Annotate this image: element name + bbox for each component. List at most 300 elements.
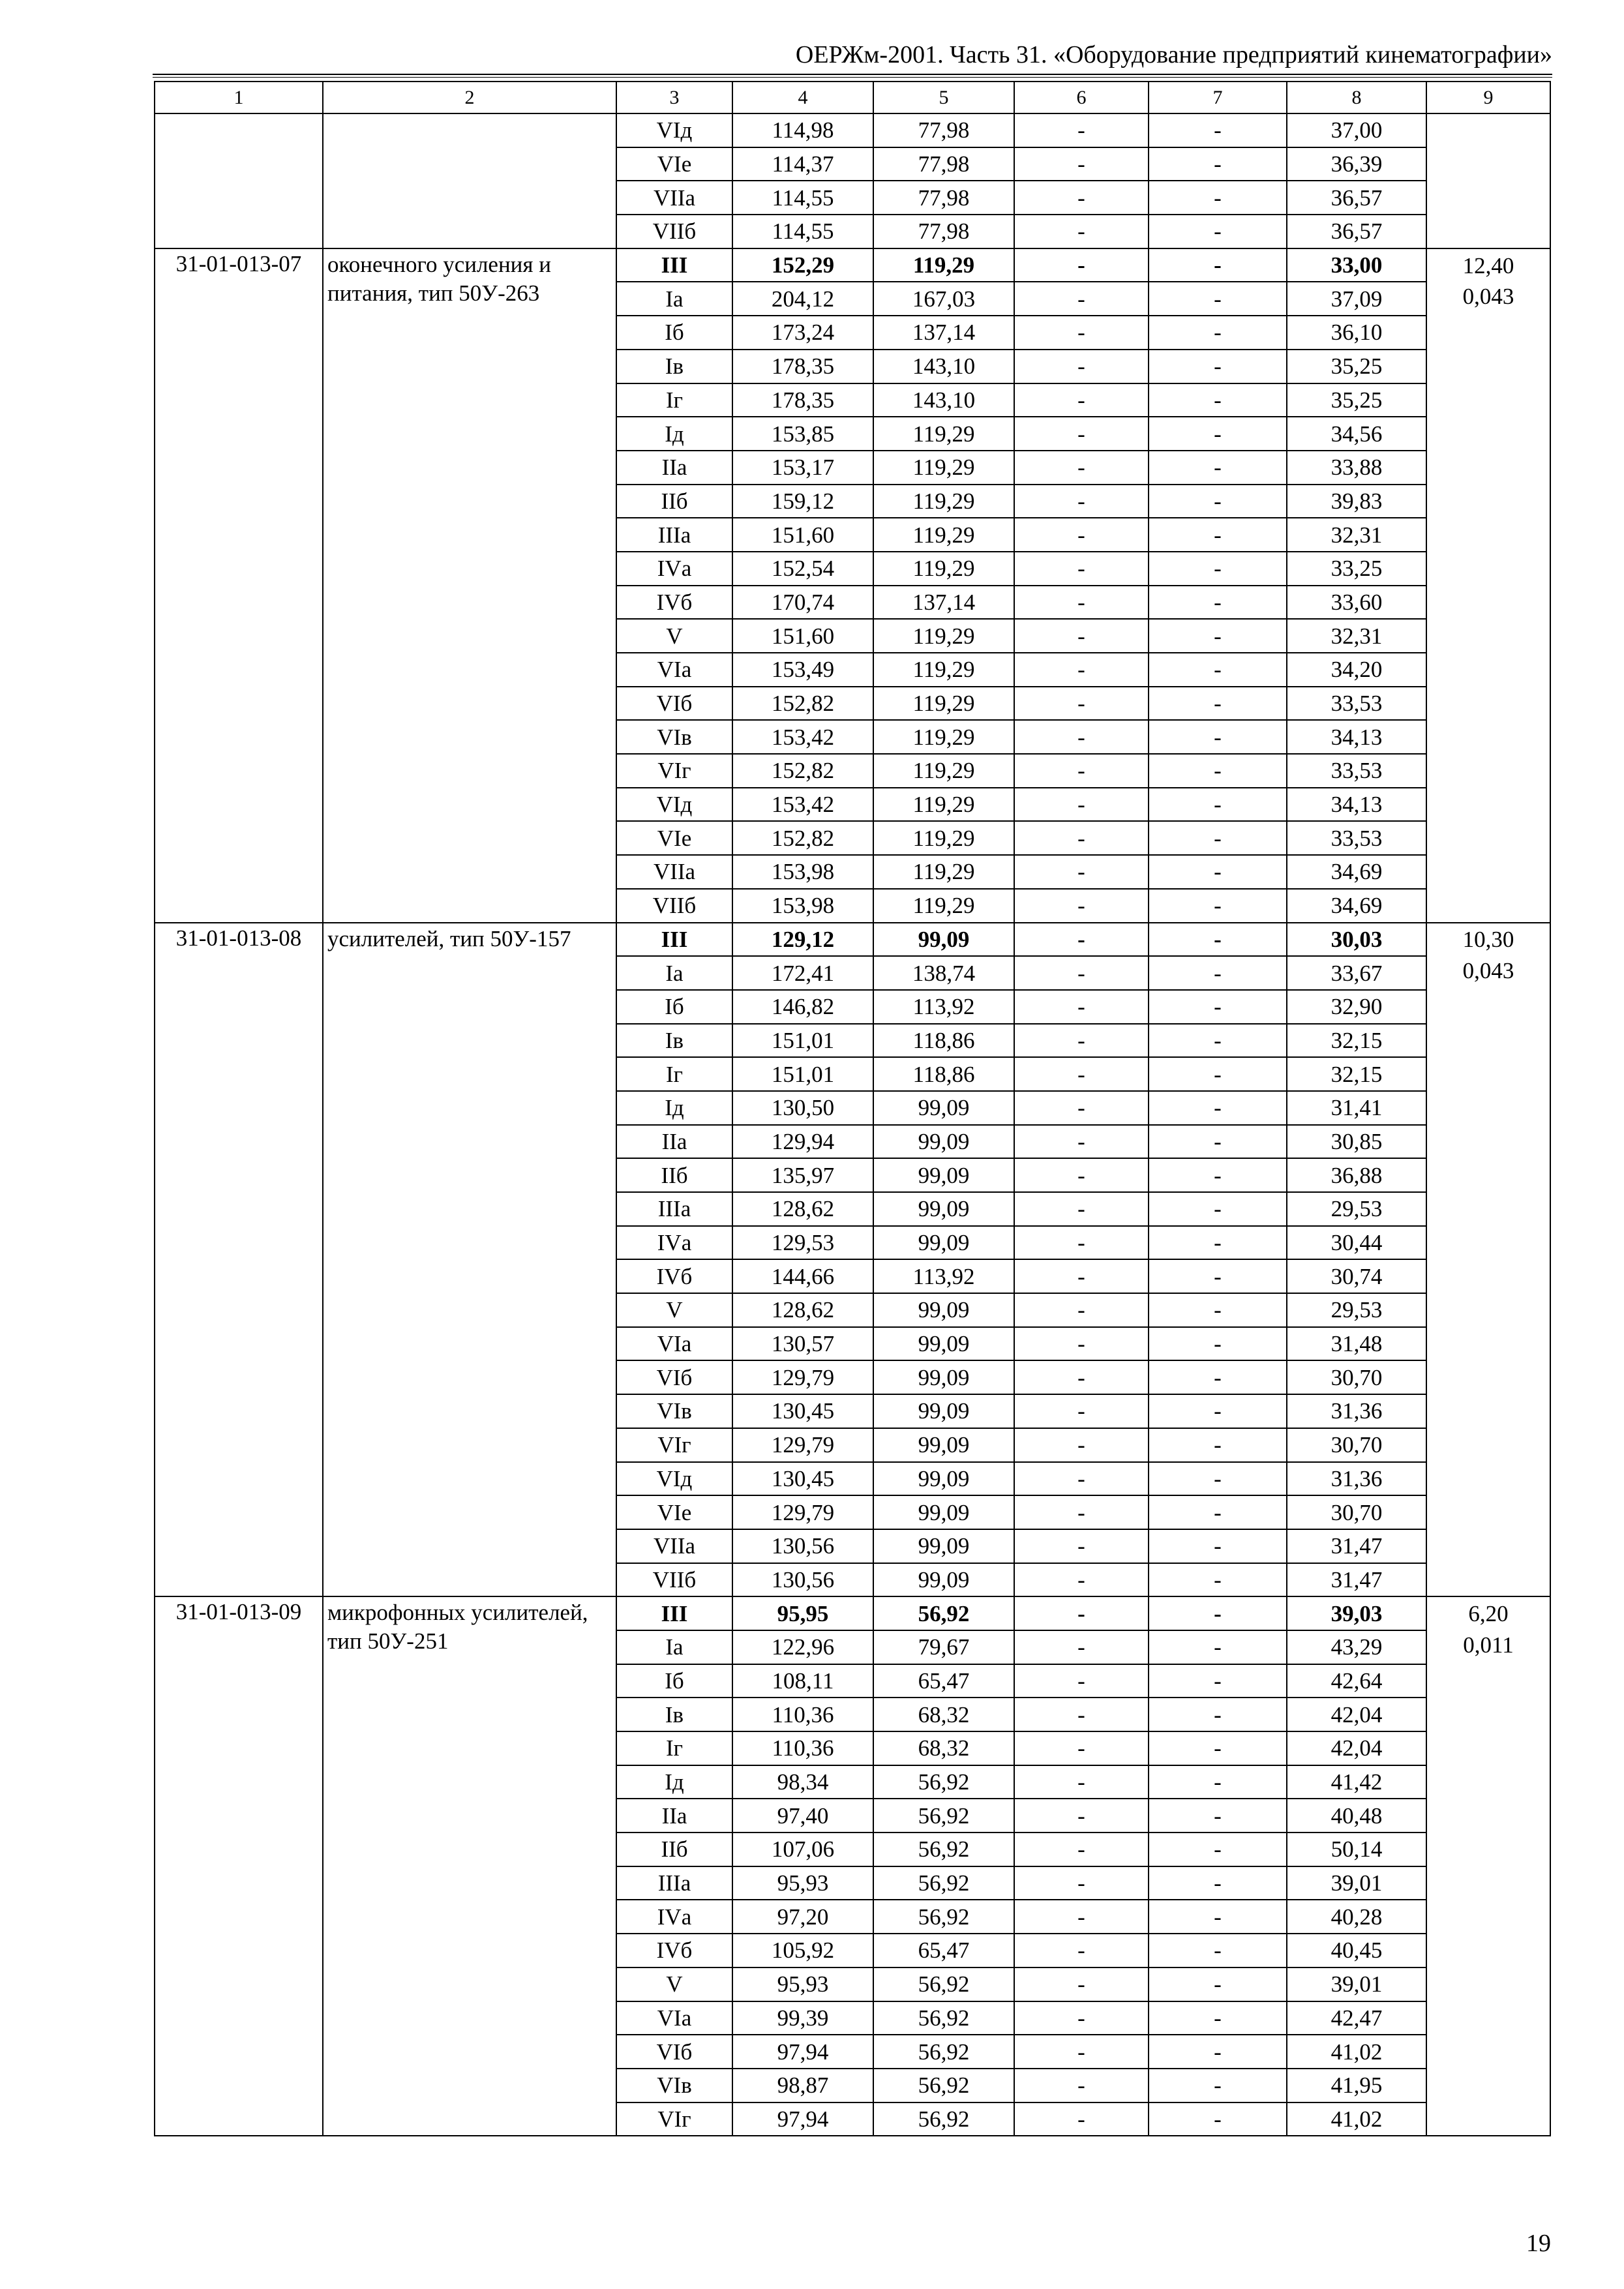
direct-costs-cell: 97,94 (732, 2035, 873, 2069)
direct-costs-cell: 172,41 (732, 956, 873, 990)
materials-cell: 31,36 (1287, 1462, 1426, 1496)
direct-costs-cell: 97,94 (732, 2102, 873, 2136)
machine-costs-cell: - (1014, 1529, 1149, 1563)
price-category-cell: Iг (616, 383, 732, 417)
machine-costs-cell: - (1014, 1833, 1149, 1866)
materials-cell: 32,90 (1287, 990, 1426, 1024)
machine-wages-cell: - (1149, 215, 1287, 248)
price-category-cell: VIв (616, 1394, 732, 1428)
machine-wages-cell: - (1149, 1630, 1287, 1664)
price-category-cell: Iв (616, 350, 732, 383)
materials-cell: 31,36 (1287, 1394, 1426, 1428)
price-category-cell: Iв (616, 1024, 732, 1058)
direct-costs-cell: 114,37 (732, 147, 873, 181)
materials-cell: 40,28 (1287, 1900, 1426, 1934)
direct-costs-cell: 99,39 (732, 2001, 873, 2035)
wages-cell: 119,29 (873, 451, 1014, 485)
direct-costs-cell: 108,11 (732, 1664, 873, 1698)
price-category-cell: Iа (616, 956, 732, 990)
price-category-cell: VIг (616, 1428, 732, 1462)
machine-wages-cell: - (1149, 147, 1287, 181)
machine-wages-cell: - (1149, 417, 1287, 451)
materials-cell: 34,69 (1287, 855, 1426, 889)
machine-wages-cell: - (1149, 1529, 1287, 1563)
wages-cell: 99,09 (873, 1428, 1014, 1462)
materials-cell: 36,57 (1287, 215, 1426, 248)
machine-costs-cell: - (1014, 1630, 1149, 1664)
machine-costs-cell: - (1014, 1664, 1149, 1698)
wages-cell: 119,29 (873, 417, 1014, 451)
price-category-cell: VIе (616, 147, 732, 181)
materials-cell: 32,15 (1287, 1024, 1426, 1058)
direct-costs-cell: 153,17 (732, 451, 873, 485)
materials-cell: 33,88 (1287, 451, 1426, 485)
wages-cell: 77,98 (873, 113, 1014, 147)
direct-costs-cell: 107,06 (732, 1833, 873, 1866)
wages-cell: 56,92 (873, 2069, 1014, 2102)
direct-costs-cell: 146,82 (732, 990, 873, 1024)
materials-cell: 33,53 (1287, 754, 1426, 788)
wages-cell: 56,92 (873, 1596, 1014, 1630)
machine-costs-cell: - (1014, 2001, 1149, 2035)
labor-cost-machinist-cell: 0,043 (1426, 282, 1550, 922)
direct-costs-cell: 204,12 (732, 282, 873, 316)
materials-cell: 42,64 (1287, 1664, 1426, 1698)
direct-costs-cell: 130,45 (732, 1394, 873, 1428)
direct-costs-cell: 95,95 (732, 1596, 873, 1630)
machine-costs-cell: - (1014, 754, 1149, 788)
wages-cell: 119,29 (873, 552, 1014, 586)
machine-wages-cell: - (1149, 1293, 1287, 1327)
price-category-cell: Iд (616, 1765, 732, 1799)
name-cell: усилителей, тип 50У-157 (323, 923, 616, 1597)
price-category-cell: IVа (616, 1900, 732, 1934)
wages-cell: 119,29 (873, 518, 1014, 552)
materials-cell: 30,74 (1287, 1259, 1426, 1293)
wages-cell: 119,29 (873, 821, 1014, 855)
wages-cell: 119,29 (873, 855, 1014, 889)
table-row (155, 113, 1550, 147)
materials-cell: 34,56 (1287, 417, 1426, 451)
direct-costs-cell: 135,97 (732, 1158, 873, 1192)
materials-cell: 33,25 (1287, 552, 1426, 586)
page-number: 19 (1526, 2230, 1551, 2257)
materials-cell: 42,04 (1287, 1698, 1426, 1731)
price-category-cell: VIа (616, 1327, 732, 1361)
materials-cell: 31,48 (1287, 1327, 1426, 1361)
labor-cost-machinist-cell: 0,043 (1426, 956, 1550, 1596)
direct-costs-cell: 153,85 (732, 417, 873, 451)
price-category-cell: Iб (616, 990, 732, 1024)
materials-cell: 39,01 (1287, 1866, 1426, 1900)
direct-costs-cell: 152,82 (732, 821, 873, 855)
col9-cell (1426, 113, 1550, 248)
column-number: 1 (155, 82, 323, 113)
direct-costs-cell: 110,36 (732, 1731, 873, 1765)
price-category-cell: IIа (616, 1125, 732, 1159)
machine-wages-cell: - (1149, 1495, 1287, 1529)
wages-cell: 137,14 (873, 586, 1014, 620)
materials-cell: 32,31 (1287, 518, 1426, 552)
wages-cell: 99,09 (873, 1226, 1014, 1260)
machine-wages-cell: - (1149, 1900, 1287, 1934)
machine-wages-cell: - (1149, 1057, 1287, 1091)
column-number: 6 (1014, 82, 1149, 113)
labor-cost-cell: 6,20 (1426, 1596, 1550, 1630)
materials-cell: 34,13 (1287, 720, 1426, 754)
machine-wages-cell: - (1149, 181, 1287, 215)
machine-costs-cell: - (1014, 923, 1149, 957)
machine-costs-cell: - (1014, 1293, 1149, 1327)
wages-cell: 99,09 (873, 1192, 1014, 1226)
name-cell: микрофонных усилителей, тип 50У-251 (323, 1596, 616, 2136)
machine-wages-cell: - (1149, 518, 1287, 552)
price-category-cell: IIIа (616, 518, 732, 552)
labor-cost-machinist-cell: 0,011 (1426, 1630, 1550, 2136)
materials-cell: 39,83 (1287, 485, 1426, 518)
direct-costs-cell: 97,40 (732, 1799, 873, 1833)
wages-cell: 138,74 (873, 956, 1014, 990)
price-category-cell: VIа (616, 2001, 732, 2035)
machine-wages-cell: - (1149, 552, 1287, 586)
machine-costs-cell: - (1014, 1226, 1149, 1260)
machine-wages-cell: - (1149, 1731, 1287, 1765)
labor-cost-cell: 10,30 (1426, 923, 1550, 957)
materials-cell: 42,47 (1287, 2001, 1426, 2035)
price-category-cell: IVб (616, 1259, 732, 1293)
wages-cell: 99,09 (873, 1529, 1014, 1563)
direct-costs-cell: 151,01 (732, 1024, 873, 1058)
column-number: 9 (1426, 82, 1550, 113)
machine-costs-cell: - (1014, 1394, 1149, 1428)
direct-costs-cell: 170,74 (732, 586, 873, 620)
column-number: 7 (1149, 82, 1287, 113)
machine-costs-cell: - (1014, 1967, 1149, 2001)
materials-cell: 40,45 (1287, 1934, 1426, 1967)
wages-cell: 113,92 (873, 1259, 1014, 1293)
direct-costs-cell: 129,94 (732, 1125, 873, 1159)
direct-costs-cell: 130,45 (732, 1462, 873, 1496)
price-category-cell: Iа (616, 1630, 732, 1664)
materials-cell: 37,00 (1287, 113, 1426, 147)
materials-cell: 41,42 (1287, 1765, 1426, 1799)
machine-costs-cell: - (1014, 350, 1149, 383)
wages-cell: 119,29 (873, 619, 1014, 653)
price-category-cell: Iа (616, 282, 732, 316)
machine-costs-cell: - (1014, 1698, 1149, 1731)
direct-costs-cell: 153,42 (732, 788, 873, 822)
direct-costs-cell: 178,35 (732, 350, 873, 383)
machine-wages-cell: - (1149, 2102, 1287, 2136)
direct-costs-cell: 128,62 (732, 1192, 873, 1226)
machine-costs-cell: - (1014, 2102, 1149, 2136)
machine-costs-cell: - (1014, 282, 1149, 316)
direct-costs-cell: 95,93 (732, 1866, 873, 1900)
machine-wages-cell: - (1149, 923, 1287, 957)
machine-costs-cell: - (1014, 383, 1149, 417)
materials-cell: 36,57 (1287, 181, 1426, 215)
materials-cell: 39,01 (1287, 1967, 1426, 2001)
wages-cell: 56,92 (873, 1799, 1014, 1833)
machine-wages-cell: - (1149, 619, 1287, 653)
wages-cell: 119,29 (873, 653, 1014, 687)
rates-table-body (155, 82, 1550, 2136)
price-category-cell: VIIа (616, 181, 732, 215)
price-category-cell: IIб (616, 1158, 732, 1192)
wages-cell: 99,09 (873, 1360, 1014, 1394)
wages-cell: 137,14 (873, 316, 1014, 350)
machine-wages-cell: - (1149, 1327, 1287, 1361)
materials-cell: 31,41 (1287, 1091, 1426, 1125)
code-cell: 31-01-013-07 (155, 248, 323, 923)
direct-costs-cell: 151,01 (732, 1057, 873, 1091)
page-header-title: ОЕРЖм-2001. Часть 31. «Оборудование предприятий кинематографии» (795, 41, 1552, 68)
machine-costs-cell: - (1014, 990, 1149, 1024)
machine-costs-cell: - (1014, 956, 1149, 990)
wages-cell: 77,98 (873, 147, 1014, 181)
direct-costs-cell: 153,98 (732, 855, 873, 889)
materials-cell: 40,48 (1287, 1799, 1426, 1833)
machine-wages-cell: - (1149, 1563, 1287, 1597)
machine-costs-cell: - (1014, 248, 1149, 282)
materials-cell: 36,10 (1287, 316, 1426, 350)
machine-wages-cell: - (1149, 383, 1287, 417)
materials-cell: 29,53 (1287, 1293, 1426, 1327)
machine-costs-cell: - (1014, 889, 1149, 923)
labor-cost-cell: 12,40 (1426, 248, 1550, 282)
machine-wages-cell: - (1149, 282, 1287, 316)
direct-costs-cell: 130,56 (732, 1529, 873, 1563)
price-category-cell: VIд (616, 113, 732, 147)
materials-cell: 32,15 (1287, 1057, 1426, 1091)
machine-costs-cell: - (1014, 1360, 1149, 1394)
machine-wages-cell: - (1149, 485, 1287, 518)
column-number: 3 (616, 82, 732, 113)
materials-cell: 39,03 (1287, 1596, 1426, 1630)
machine-wages-cell: - (1149, 1799, 1287, 1833)
price-category-cell: VIIб (616, 1563, 732, 1597)
direct-costs-cell: 130,56 (732, 1563, 873, 1597)
wages-cell: 119,29 (873, 754, 1014, 788)
machine-costs-cell: - (1014, 417, 1149, 451)
machine-wages-cell: - (1149, 1091, 1287, 1125)
direct-costs-cell: 129,53 (732, 1226, 873, 1260)
price-category-cell: IVб (616, 586, 732, 620)
wages-cell: 119,29 (873, 889, 1014, 923)
materials-cell: 35,25 (1287, 383, 1426, 417)
direct-costs-cell: 178,35 (732, 383, 873, 417)
direct-costs-cell: 105,92 (732, 1934, 873, 1967)
wages-cell: 99,09 (873, 1327, 1014, 1361)
materials-cell: 43,29 (1287, 1630, 1426, 1664)
direct-costs-cell: 95,93 (732, 1967, 873, 2001)
materials-cell: 33,67 (1287, 956, 1426, 990)
machine-costs-cell: - (1014, 1900, 1149, 1934)
header-rule-thin (153, 77, 1552, 78)
materials-cell: 32,31 (1287, 619, 1426, 653)
price-category-cell: IIб (616, 1833, 732, 1866)
wages-cell: 56,92 (873, 1900, 1014, 1934)
machine-costs-cell: - (1014, 1596, 1149, 1630)
name-cell: оконечного усиления и питания, тип 50У-263 (323, 248, 616, 923)
machine-costs-cell: - (1014, 1024, 1149, 1058)
table-row (155, 248, 1550, 282)
machine-wages-cell: - (1149, 1765, 1287, 1799)
machine-costs-cell: - (1014, 855, 1149, 889)
materials-cell: 31,47 (1287, 1529, 1426, 1563)
wages-cell: 143,10 (873, 350, 1014, 383)
materials-cell: 34,13 (1287, 788, 1426, 822)
machine-costs-cell: - (1014, 181, 1149, 215)
direct-costs-cell: 129,79 (732, 1495, 873, 1529)
price-category-cell: VIIа (616, 1529, 732, 1563)
wages-cell: 118,86 (873, 1057, 1014, 1091)
materials-cell: 36,88 (1287, 1158, 1426, 1192)
materials-cell: 30,44 (1287, 1226, 1426, 1260)
machine-wages-cell: - (1149, 720, 1287, 754)
materials-cell: 33,00 (1287, 248, 1426, 282)
machine-wages-cell: - (1149, 1259, 1287, 1293)
machine-costs-cell: - (1014, 1192, 1149, 1226)
machine-costs-cell: - (1014, 1934, 1149, 1967)
wages-cell: 167,03 (873, 282, 1014, 316)
wages-cell: 99,09 (873, 923, 1014, 957)
price-category-cell: IIа (616, 1799, 732, 1833)
machine-costs-cell: - (1014, 552, 1149, 586)
materials-cell: 36,39 (1287, 147, 1426, 181)
materials-cell: 30,85 (1287, 1125, 1426, 1159)
price-category-cell: IVб (616, 1934, 732, 1967)
machine-wages-cell: - (1149, 1934, 1287, 1967)
machine-wages-cell: - (1149, 1866, 1287, 1900)
column-number: 2 (323, 82, 616, 113)
price-category-cell: III (616, 248, 732, 282)
price-category-cell: VIд (616, 788, 732, 822)
direct-costs-cell: 129,79 (732, 1360, 873, 1394)
machine-wages-cell: - (1149, 1226, 1287, 1260)
machine-wages-cell: - (1149, 990, 1287, 1024)
direct-costs-cell: 173,24 (732, 316, 873, 350)
machine-wages-cell: - (1149, 113, 1287, 147)
price-category-cell: IIа (616, 451, 732, 485)
direct-costs-cell: 153,49 (732, 653, 873, 687)
wages-cell: 56,92 (873, 1765, 1014, 1799)
machine-costs-cell: - (1014, 720, 1149, 754)
price-category-cell: III (616, 923, 732, 957)
header-rule (153, 74, 1552, 75)
direct-costs-cell: 153,98 (732, 889, 873, 923)
column-number-row (155, 82, 1550, 113)
machine-wages-cell: - (1149, 2001, 1287, 2035)
price-category-cell: Iв (616, 1698, 732, 1731)
price-category-cell: VIа (616, 653, 732, 687)
machine-wages-cell: - (1149, 821, 1287, 855)
machine-wages-cell: - (1149, 788, 1287, 822)
code-cell (155, 113, 323, 248)
wages-cell: 119,29 (873, 720, 1014, 754)
machine-wages-cell: - (1149, 1698, 1287, 1731)
wages-cell: 56,92 (873, 2102, 1014, 2136)
materials-cell: 34,20 (1287, 653, 1426, 687)
machine-costs-cell: - (1014, 1057, 1149, 1091)
machine-costs-cell: - (1014, 1462, 1149, 1496)
machine-costs-cell: - (1014, 518, 1149, 552)
machine-costs-cell: - (1014, 215, 1149, 248)
machine-wages-cell: - (1149, 855, 1287, 889)
materials-cell: 35,25 (1287, 350, 1426, 383)
machine-wages-cell: - (1149, 2069, 1287, 2102)
machine-costs-cell: - (1014, 485, 1149, 518)
price-category-cell: Iд (616, 417, 732, 451)
materials-cell: 33,53 (1287, 687, 1426, 721)
direct-costs-cell: 122,96 (732, 1630, 873, 1664)
machine-costs-cell: - (1014, 619, 1149, 653)
machine-wages-cell: - (1149, 2035, 1287, 2069)
price-category-cell: IIIа (616, 1192, 732, 1226)
machine-wages-cell: - (1149, 889, 1287, 923)
machine-wages-cell: - (1149, 248, 1287, 282)
machine-costs-cell: - (1014, 1866, 1149, 1900)
machine-costs-cell: - (1014, 1091, 1149, 1125)
wages-cell: 68,32 (873, 1698, 1014, 1731)
price-category-cell: V (616, 1967, 732, 2001)
direct-costs-cell: 152,54 (732, 552, 873, 586)
direct-costs-cell: 128,62 (732, 1293, 873, 1327)
materials-cell: 31,47 (1287, 1563, 1426, 1597)
price-category-cell: VIе (616, 821, 732, 855)
wages-cell: 99,09 (873, 1394, 1014, 1428)
machine-wages-cell: - (1149, 687, 1287, 721)
machine-costs-cell: - (1014, 1125, 1149, 1159)
price-category-cell: VIб (616, 2035, 732, 2069)
wages-cell: 119,29 (873, 687, 1014, 721)
wages-cell: 65,47 (873, 1664, 1014, 1698)
wages-cell: 118,86 (873, 1024, 1014, 1058)
materials-cell: 41,02 (1287, 2102, 1426, 2136)
price-category-cell: VIIб (616, 889, 732, 923)
direct-costs-cell: 130,50 (732, 1091, 873, 1125)
materials-cell: 34,69 (1287, 889, 1426, 923)
wages-cell: 99,09 (873, 1158, 1014, 1192)
machine-costs-cell: - (1014, 2035, 1149, 2069)
materials-cell: 30,70 (1287, 1495, 1426, 1529)
wages-cell: 99,09 (873, 1293, 1014, 1327)
price-category-cell: Iг (616, 1731, 732, 1765)
direct-costs-cell: 98,87 (732, 2069, 873, 2102)
wages-cell: 56,92 (873, 1967, 1014, 2001)
price-category-cell: V (616, 1293, 732, 1327)
wages-cell: 99,09 (873, 1462, 1014, 1496)
price-category-cell: VIб (616, 687, 732, 721)
machine-wages-cell: - (1149, 451, 1287, 485)
machine-wages-cell: - (1149, 1024, 1287, 1058)
machine-costs-cell: - (1014, 1428, 1149, 1462)
price-category-cell: VIд (616, 1462, 732, 1496)
machine-wages-cell: - (1149, 1125, 1287, 1159)
materials-cell: 33,60 (1287, 586, 1426, 620)
price-category-cell: VIб (616, 1360, 732, 1394)
direct-costs-cell: 152,82 (732, 687, 873, 721)
machine-costs-cell: - (1014, 653, 1149, 687)
direct-costs-cell: 151,60 (732, 518, 873, 552)
price-category-cell: VIIб (616, 215, 732, 248)
machine-costs-cell: - (1014, 316, 1149, 350)
wages-cell: 119,29 (873, 248, 1014, 282)
materials-cell: 30,03 (1287, 923, 1426, 957)
materials-cell: 33,53 (1287, 821, 1426, 855)
wages-cell: 99,09 (873, 1495, 1014, 1529)
table-row (155, 1596, 1550, 1630)
